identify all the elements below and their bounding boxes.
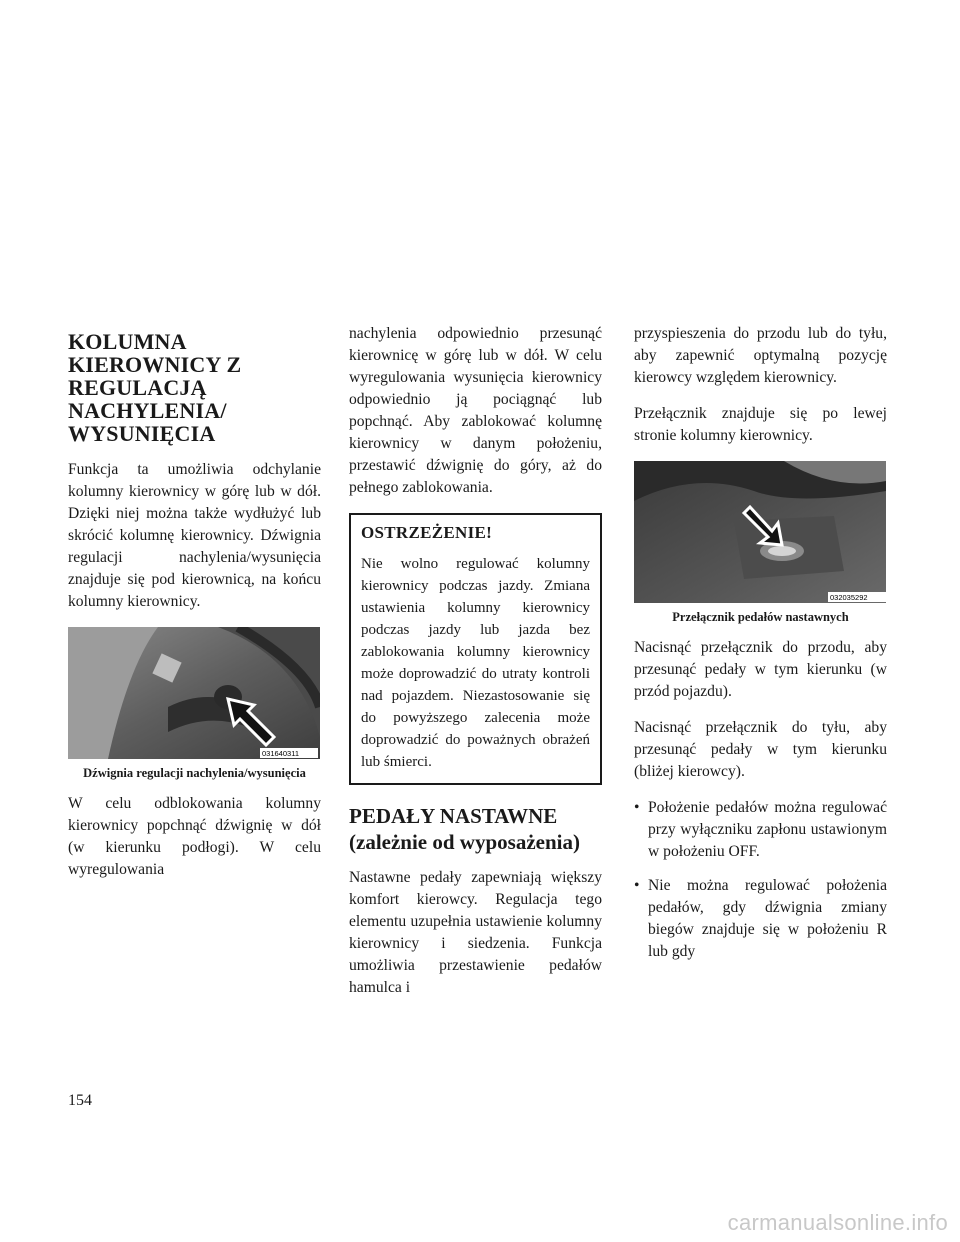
figure-code: 032035292 bbox=[830, 593, 868, 602]
figure-tilt-lever bbox=[68, 627, 320, 759]
column-3 bbox=[634, 323, 887, 975]
list-item: • Położenie pedałów można regulować przy wyłączniku zapłonu ustawionym w położeniu OFF. bbox=[634, 799, 887, 860]
list-item: • Nie można regulować położenia pedałów, gdy dźwignia zmiany biegów znajduje się w położeniu R lub gdy bbox=[634, 877, 887, 960]
section-heading-steering-column: KOLUMNA KIEROWNICY Z REGULACJĄ NACHYLENIA/ WYSUNIĘCIA bbox=[68, 329, 242, 446]
paragraph-pedals-intro: Nastawne pedały zapewniają większy komfort kierowcy. Regulacja tego elementu uzupełnia ustawienie kolumny kierownicy i siedzenia. Funkcja umożliwia przestawienie pedałów hamulca i bbox=[349, 869, 602, 996]
figure-caption-tilt-lever: Dźwignia regulacji nachylenia/wysunięcia bbox=[83, 766, 306, 780]
paragraph-unlock: W celu odblokowania kolumny kierownicy popchnąć dźwignię w dół (w kierunku podłogi). W celu wyregulowania bbox=[68, 795, 321, 878]
pedal-switch-photo-icon bbox=[634, 461, 886, 603]
column-2 bbox=[349, 323, 602, 1013]
bullet-list bbox=[634, 797, 887, 963]
paragraph-press-forward: Nacisnąć przełącznik do przodu, aby przesunąć pedały w tym kierunku (w przód pojazdu). bbox=[634, 639, 887, 700]
watermark: carmanualsonline.info bbox=[727, 1210, 948, 1235]
page-number: 154 bbox=[68, 1092, 92, 1109]
section-heading-adjustable-pedals: PEDAŁY NASTAWNE (zależnie od wyposażenia) bbox=[349, 804, 580, 854]
figure-pedal-switch bbox=[634, 461, 886, 603]
paragraph-press-back: Nacisnąć przełącznik do tyłu, aby przesunąć pedały w tym kierunku (bliżej kierowcy). bbox=[634, 719, 887, 780]
warning-text: Nie wolno regulować kolumny kierownicy podczas jazdy. Zmiana ustawienia kolumny kierownicy podczas jazdy lub jazda bez zablokowania kolumny kierownicy może doprowadzić do utraty kontroli nad pojazdem. Niezastosowanie się do powyższego zalecenia może doprowadzić do poważnych obrażeń lub śmierci. bbox=[361, 556, 590, 770]
figure-code: 031640311 bbox=[262, 749, 299, 758]
warning-box bbox=[349, 513, 602, 785]
column-1 bbox=[68, 330, 321, 895]
figure-caption-pedal-switch: Przełącznik pedałów nastawnych bbox=[672, 610, 849, 624]
paragraph-pedals-cont: przyspieszenia do przodu lub do tyłu, aby zapewnić optymalną pozycję kierowcy względem kierownicy. bbox=[634, 325, 887, 386]
paragraph-switch-location: Przełącznik znajduje się po lewej stronie kolumny kierownicy. bbox=[634, 405, 887, 444]
tilt-lever-photo-icon bbox=[68, 627, 320, 759]
warning-title: OSTRZEŻENIE! bbox=[361, 523, 493, 542]
paragraph-intro: Funkcja ta umożliwia odchylanie kolumny kierownicy w górę lub w dół. Dzięki niej można także wydłużyć lub skrócić kolumnę kierownicy. Dźwignia regulacji nachylenia/wysunięcia znajduje się pod kierownicą, na końcu kolumny kierownicy. bbox=[68, 461, 321, 610]
paragraph-adjust: nachylenia odpowiednio przesunąć kierownicę w górę lub w dół. W celu wyregulowania wysunięcia kierownicy odpowiednio ją pociągnąć lub popchnąć. Aby zablokować kolumnę kierownicy w danym położeniu, przestawić dźwignię do góry, aż do pełnego zablokowania. bbox=[349, 325, 602, 496]
